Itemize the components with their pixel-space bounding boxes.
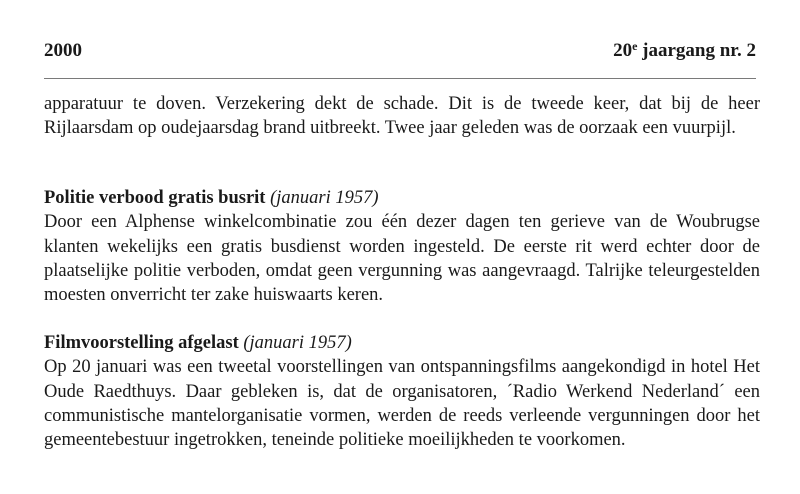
section-date: (januari 1957) — [243, 333, 352, 353]
section-heading — [44, 331, 760, 355]
section-heading — [44, 186, 760, 210]
intro-paragraph: apparatuur te doven. Verzekering dekt de schade. Dit is de tweede keer, dat bij de heer Rijlaarsdam op oudejaarsdag brand uitbreekt. Twee jaar geleden was de oorzaak een vuurpijl. — [44, 94, 760, 139]
section-title: Politie verbood gratis busrit — [44, 188, 266, 208]
section-body: Door een Alphense winkelcombinatie zou één dezer dagen ten gerieve van de Woubrugse klanten wekelijks een gratis busdienst worden ingesteld. De eerste rit werd echter door de plaatselijke politie verboden, omdat geen vergunning was aangevraagd. Talrijke teleurgestelden moesten onverricht ter zake huiswaarts keren. — [44, 212, 760, 306]
section-body: Op 20 januari was een tweetal voorstellingen van ontspanningsfilms aangekondigd in hotel Het Oude Raedthuys. Daar gebleken is, dat de organisatoren, ´Radio Werkend Nederland´ een communistische mantelorganisatie vormen, werden de reeds verleende vergunningen door het gemeentebestuur ingetrokken, teneinde politieke moeilijkheden te voorkomen. — [44, 357, 760, 451]
header-volume — [613, 40, 756, 62]
section-bus-ride — [44, 186, 760, 307]
volume-number: 20 — [613, 40, 633, 61]
page-header — [44, 40, 756, 62]
section-date: (januari 1957) — [270, 188, 379, 208]
section-film-cancelled — [44, 331, 760, 452]
header-year: 2000 — [44, 40, 82, 61]
header-rule — [44, 78, 756, 79]
section-title: Filmvoorstelling afgelast — [44, 333, 239, 353]
volume-rest: jaargang nr. 2 — [637, 40, 756, 61]
volume-suffix: e — [632, 39, 638, 53]
